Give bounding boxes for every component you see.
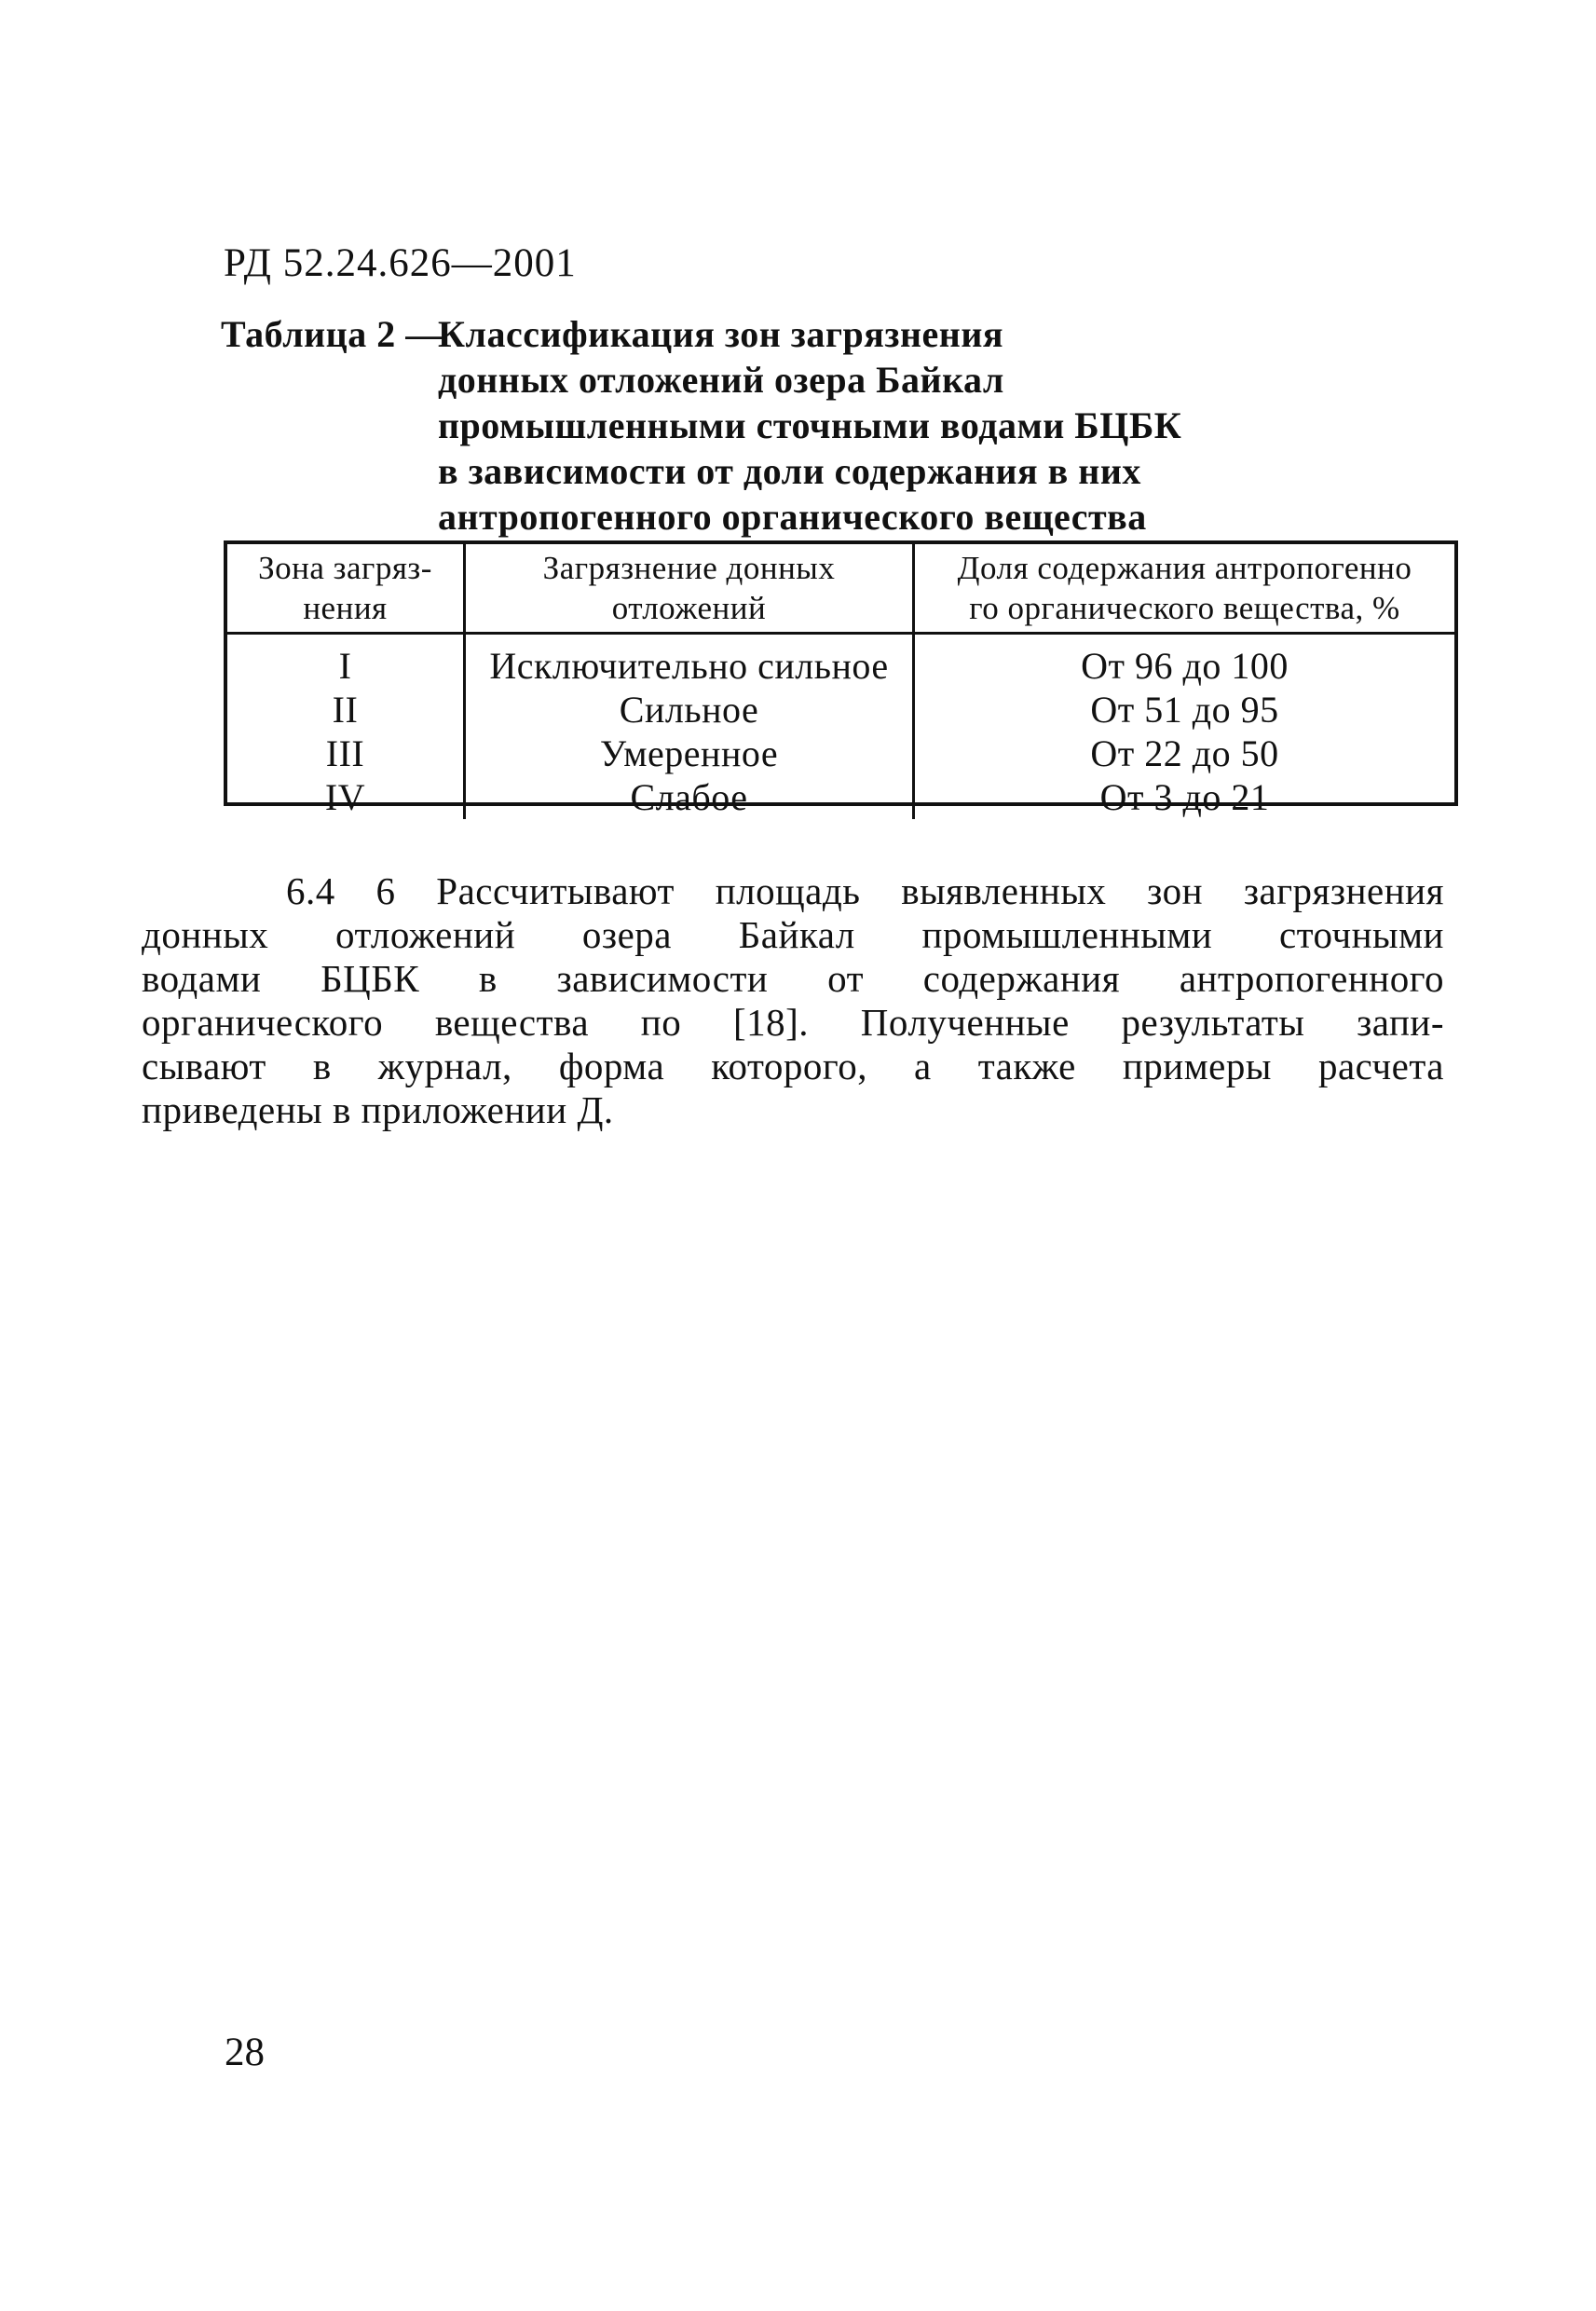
table-caption-label: Таблица 2 — xyxy=(221,313,443,355)
body-paragraph xyxy=(142,869,1444,1132)
table-caption-text: Классификация зон загрязнения xyxy=(438,313,1004,355)
paragraph-line: водами БЦБК в зависимости от содержания антропогенного xyxy=(142,957,1444,1000)
paragraph-line: сывают в журнал, форма которого, а также примеры расчета xyxy=(142,1045,1444,1087)
table-cell-zone: IV xyxy=(324,776,366,818)
table-cell-share: От 96 до 100 xyxy=(1081,645,1289,687)
table-column-zone-values xyxy=(227,635,466,819)
table-caption-line xyxy=(221,311,1246,357)
table-cell-zone: I xyxy=(338,645,352,687)
table-cell-zone: III xyxy=(325,732,365,774)
paragraph-line: приведены в приложении Д. xyxy=(142,1088,614,1131)
paragraph-line: 6.4 6 Рассчитывают площадь выявленных зон загрязнения xyxy=(286,869,1444,912)
table-caption-text: промышленными сточными водами БЦБК xyxy=(438,404,1182,446)
table-cell-share: От 51 до 95 xyxy=(1090,689,1279,731)
table-cell-share: От 22 до 50 xyxy=(1090,732,1279,774)
table-caption-wrapped-lines xyxy=(221,357,1246,540)
table-caption-text: антропогенного органического вещества xyxy=(438,496,1147,538)
table-caption xyxy=(221,311,1246,540)
table-cell-pollution: Слабое xyxy=(630,776,748,818)
table-cell-pollution: Умеренное xyxy=(599,732,779,774)
table-column-share-values xyxy=(915,635,1454,819)
classification-table xyxy=(224,540,1458,818)
paragraph-line: донных отложений озера Байкал промышленными сточными xyxy=(142,913,1444,956)
table-cell-pollution: Исключительно сильное xyxy=(489,645,889,687)
page-number: 28 xyxy=(225,2031,265,2074)
table-caption-text: в зависимости от доли содержания в них xyxy=(438,450,1141,492)
column-header-pollution: Загрязнение донных отложений xyxy=(466,544,915,635)
table-cell-pollution: Сильное xyxy=(619,689,759,731)
table-caption-text: донных отложений озера Байкал xyxy=(438,359,1004,401)
document-code: РД 52.24.626—2001 xyxy=(224,241,577,285)
table-cell-zone: II xyxy=(332,689,359,731)
column-header-zone: Зона загряз- нения xyxy=(227,544,466,635)
paragraph-line: органического вещества по [18]. Полученные результаты запи- xyxy=(142,1001,1444,1044)
column-header-share: Доля содержания антропогенно го органического вещества, % xyxy=(915,544,1454,635)
table-column-pollution-values xyxy=(466,635,915,819)
table-cell-share: От 3 до 21 xyxy=(1099,776,1270,818)
